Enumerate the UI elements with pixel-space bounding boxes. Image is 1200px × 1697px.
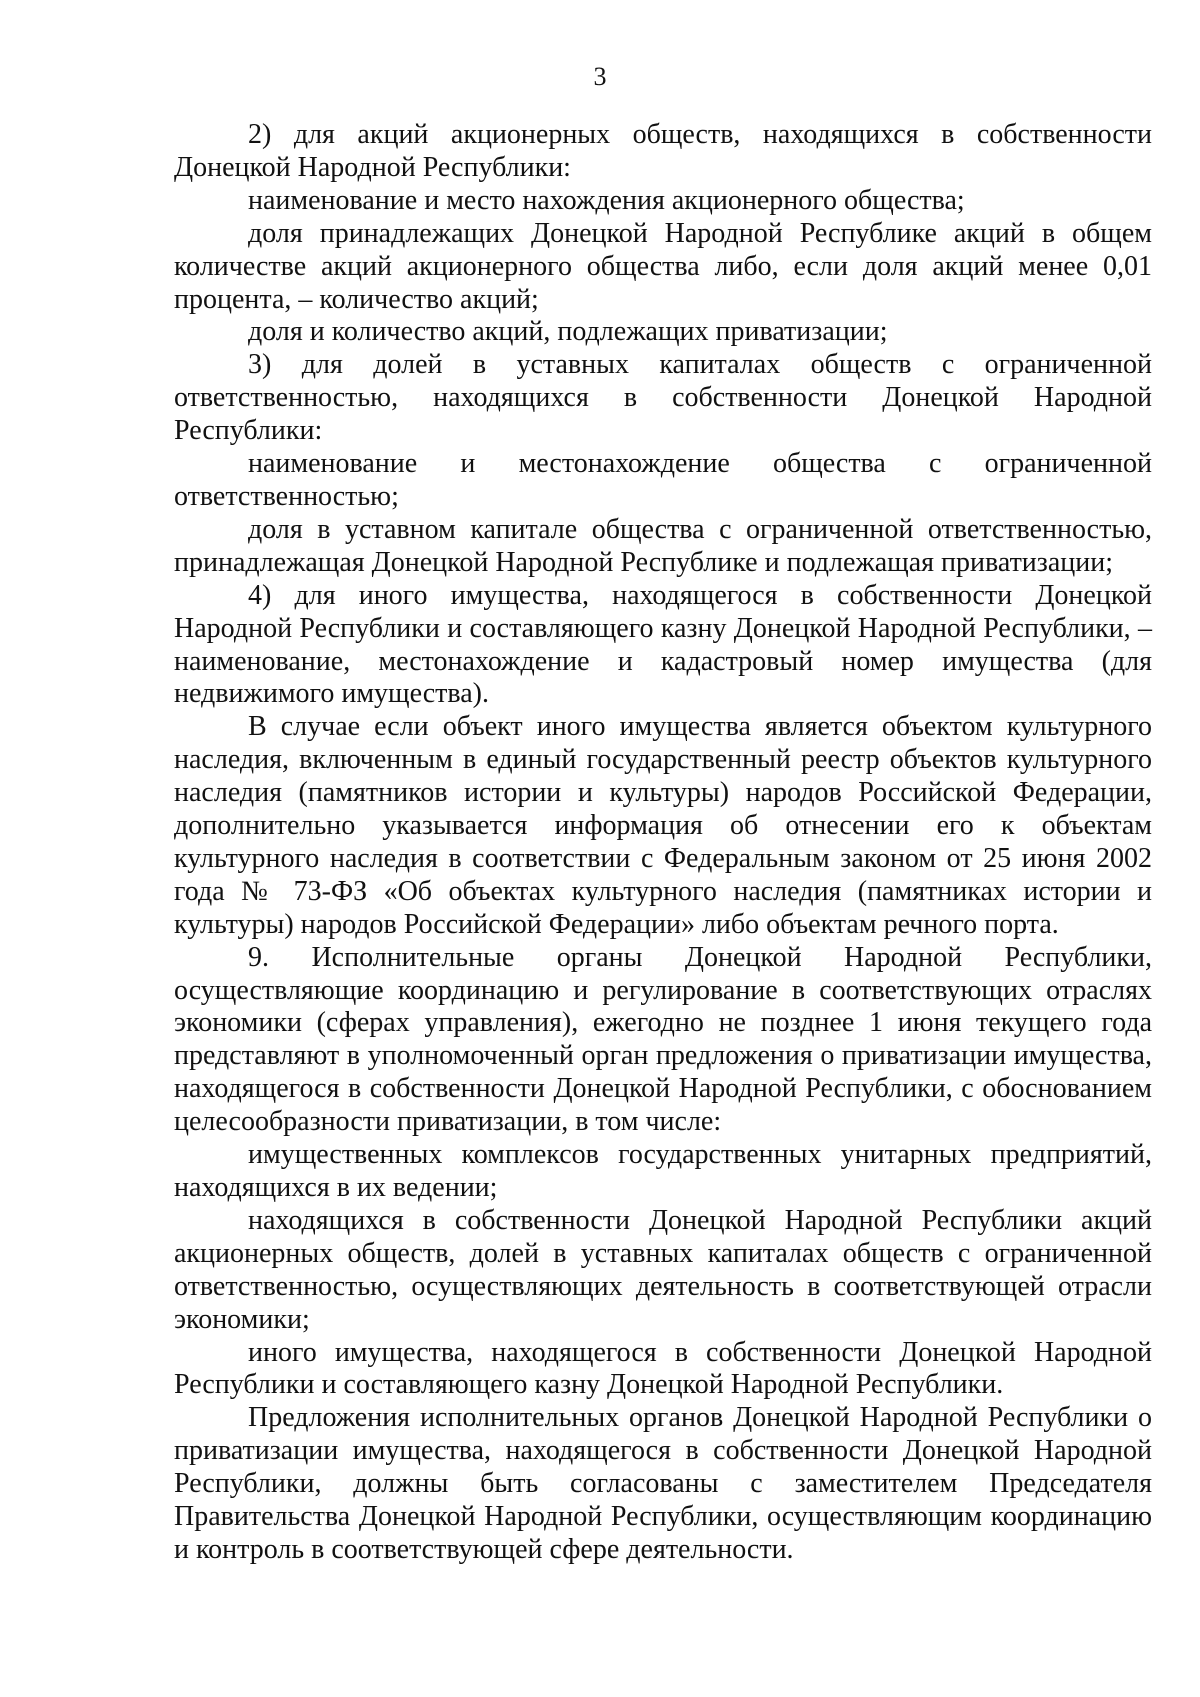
paragraph-unitary-enterprises: имущественных комплексов государственных унитарных предприятий, находящихся в их ведении;: [174, 1139, 1152, 1203]
paragraph-item-3-llc-stakes: 3) для долей в уставных капиталах обществ с ограниченной ответственностью, находящихся в собственности Донецкой Народной Республики:: [174, 349, 1152, 447]
paragraph-proposals-approval: Предложения исполнительных органов Донецкой Народной Республики о приватизации имущества, находящегося в собственности Донецкой Народной Республики, должны быть согласованы с заместителем Председателя Правительства Донецкой Народной Республики, осуществляющим координацию и контроль в соответствующей сфере деятельности.: [174, 1402, 1152, 1565]
paragraph-shares-name-location: наименование и место нахождения акционерного общества;: [248, 184, 965, 216]
document-body: [174, 119, 1152, 1567]
paragraph-shares-to-privatize: доля и количество акций, подлежащих приватизации;: [248, 316, 888, 348]
paragraph-shares-and-stakes: находящихся в собственности Донецкой Народной Республики акций акционерных обществ, долей в уставных капиталах обществ с ограниченной ответственностью, осуществляющих деятельность в соответствующей отрасли экономики;: [174, 1204, 1152, 1335]
paragraph-section-9: 9. Исполнительные органы Донецкой Народной Республики, осуществляющие координацию и регулирование в соответствующих отраслях экономики (сферах управления), ежегодно не позднее 1 июня текущего года представляют в уполномоченный орган предложения о приватизации имущества, находящегося в собственности Донецкой Народной Республики, с обоснованием целесообразности приватизации, в том числе:: [174, 941, 1152, 1138]
paragraph-cultural-heritage: В случае если объект иного имущества является объектом культурного наследия, включенным в единый государственный реестр объектов культурного наследия (памятников истории и культуры) народов Российской Федерации, дополнительно указывается информация об отнесении его к объектам культурного наследия в соответствии с Федеральным законом от 25 июня 2002 года № 73-ФЗ «Об объектах культурного наследия (памятниках истории и культуры) народов Российской Федерации» либо объектам речного порта.: [174, 711, 1152, 940]
paragraph-item-4-other-property: 4) для иного имущества, находящегося в собственности Донецкой Народной Республики и составляющего казну Донецкой Народной Республики, – наименование, местонахождение и кадастровый номер имущества (для недвижимого имущества).: [174, 579, 1152, 710]
paragraph-shares-fraction: доля принадлежащих Донецкой Народной Республике акций в общем количестве акций акционерного общества либо, если доля акций менее 0,01 процента, – количество акций;: [174, 217, 1152, 315]
page-number: 3: [593, 62, 607, 91]
paragraph-llc-stake: доля в уставном капитале общества с ограниченной ответственностью, принадлежащая Донецкой Народной Республике и подлежащая приватизации;: [174, 513, 1152, 578]
paragraph-item-2-shares: 2) для акций акционерных обществ, находящихся в собственности Донецкой Народной Республики:: [174, 119, 1152, 183]
paragraph-other-property-treasury: иного имущества, находящегося в собственности Донецкой Народной Республики и составляющего казну Донецкой Народной Республики.: [174, 1336, 1152, 1401]
paragraph-llc-name-location: наименование и местонахождение общества с ограниченной ответственностью;: [174, 448, 1152, 512]
